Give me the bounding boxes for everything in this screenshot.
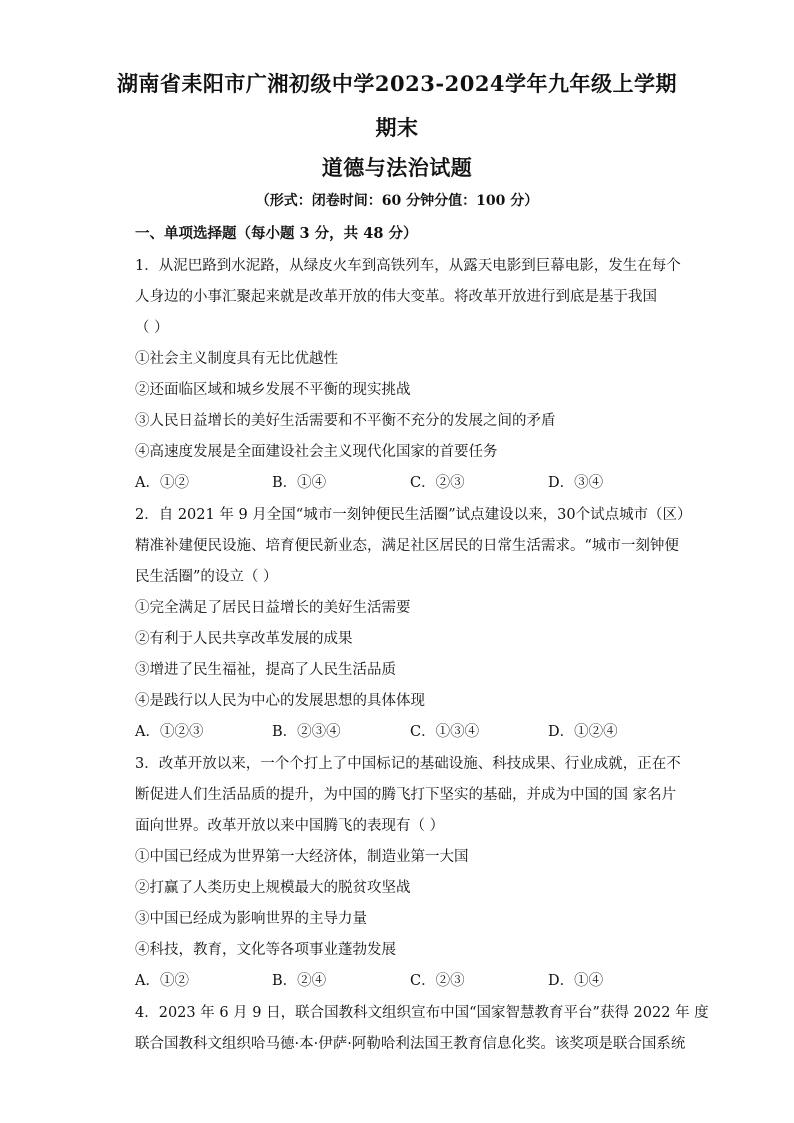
q1-item: ③人民日益增长的美好生活需要和不平衡不充分的发展之间的矛盾 bbox=[135, 413, 556, 429]
exam-title-line2: 期末 bbox=[375, 115, 419, 140]
q3-stem-line: 3．改革开放以来，一个个打上了中国标记的基础设施、科技成果、行业成就，正在不 bbox=[135, 756, 681, 772]
q2-option-d[interactable]: D．①②④ bbox=[548, 724, 618, 740]
q1-stem-line: 人身边的小事汇聚起来就是改革开放的伟大变革。将改革开放进行到底是基于我国 bbox=[135, 289, 657, 305]
q3-item: ③中国已经成为影响世界的主导力量 bbox=[135, 911, 367, 927]
q1-item: ④高速度发展是全面建设社会主义现代化国家的首要任务 bbox=[135, 444, 498, 460]
q1-stem-line: （ ） bbox=[135, 320, 169, 336]
q2-stem-line: 精准补建便民设施、培育便民新业态，满足社区居民的日常生活需求。“城市一刻钟便 bbox=[135, 538, 679, 554]
q4-stem-line: 4．2023 年 6 月 9 日，联合国教科文组织宣布中国“国家智慧教育平台”获得 2022 年 度 bbox=[135, 1005, 709, 1021]
q3-option-c[interactable]: C．②③ bbox=[410, 973, 465, 989]
q4-stem-line: 联合国教科文组织哈马德·本·伊萨·阿勒哈利法国王教育信息化奖。该奖项是联合国系统 bbox=[135, 1036, 686, 1052]
q3-item: ②打赢了人类历史上规模最大的脱贫攻坚战 bbox=[135, 880, 411, 896]
exam-info: （形式：闭卷时间：60 分钟分值：100 分） bbox=[255, 193, 539, 209]
q2-stem-line: 2．自 2021 年 9 月全国“城市一刻钟便民生活圈”试点建设以来，30个试点城市（区） bbox=[135, 507, 692, 523]
q1-options bbox=[135, 471, 695, 491]
q2-option-c[interactable]: C．①③④ bbox=[410, 724, 480, 740]
q3-stem-line: 面向世界。改革开放以来中国腾飞的表现有（ ） bbox=[135, 818, 445, 834]
q2-item: ②有利于人民共享改革发展的成果 bbox=[135, 631, 353, 647]
q1-option-c[interactable]: C．②③ bbox=[410, 475, 465, 491]
exam-subject: 道德与法治试题 bbox=[321, 155, 473, 180]
q3-option-a[interactable]: A．①② bbox=[135, 973, 189, 989]
q1-item: ②还面临区域和城乡发展不平衡的现实挑战 bbox=[135, 382, 411, 398]
q3-stem-line: 断促进人们生活品质的提升，为中国的腾飞打下坚实的基础，并成为中国的国 家名片 bbox=[135, 787, 677, 803]
q2-item: ③增进了民生福祉，提高了人民生活品质 bbox=[135, 662, 396, 678]
q3-item: ①中国已经成为世界第一大经济体，制造业第一大国 bbox=[135, 849, 469, 865]
q2-stem-line: 民生活圈”的设立（ ） bbox=[135, 569, 278, 585]
q3-options bbox=[135, 969, 695, 989]
q1-option-d[interactable]: D．③④ bbox=[548, 475, 604, 491]
q2-option-b[interactable]: B．②③④ bbox=[272, 724, 341, 740]
q2-item: ④是践行以人民为中心的发展思想的具体体现 bbox=[135, 693, 425, 709]
q3-item: ④科技，教育，文化等各项事业蓬勃发展 bbox=[135, 942, 396, 958]
q1-option-b[interactable]: B．①④ bbox=[272, 475, 327, 491]
q1-item: ①社会主义制度具有无比优越性 bbox=[135, 351, 338, 367]
q3-option-b[interactable]: B．②④ bbox=[272, 973, 327, 989]
q2-item: ①完全满足了居民日益增长的美好生活需要 bbox=[135, 600, 411, 616]
q1-stem-line: 1．从泥巴路到水泥路，从绿皮火车到高铁列车，从露天电影到巨幕电影，发生在每个 bbox=[135, 258, 681, 274]
q2-options bbox=[135, 720, 695, 740]
exam-title-line1: 湖南省耒阳市广湘初级中学2023-2024学年九年级上学期 bbox=[116, 71, 678, 96]
q2-option-a[interactable]: A．①②③ bbox=[135, 724, 204, 740]
q3-option-d[interactable]: D．①④ bbox=[548, 973, 604, 989]
q1-option-a[interactable]: A．①② bbox=[135, 475, 189, 491]
section-heading: 一、单项选择题（每小题 3 分，共 48 分） bbox=[135, 225, 418, 242]
